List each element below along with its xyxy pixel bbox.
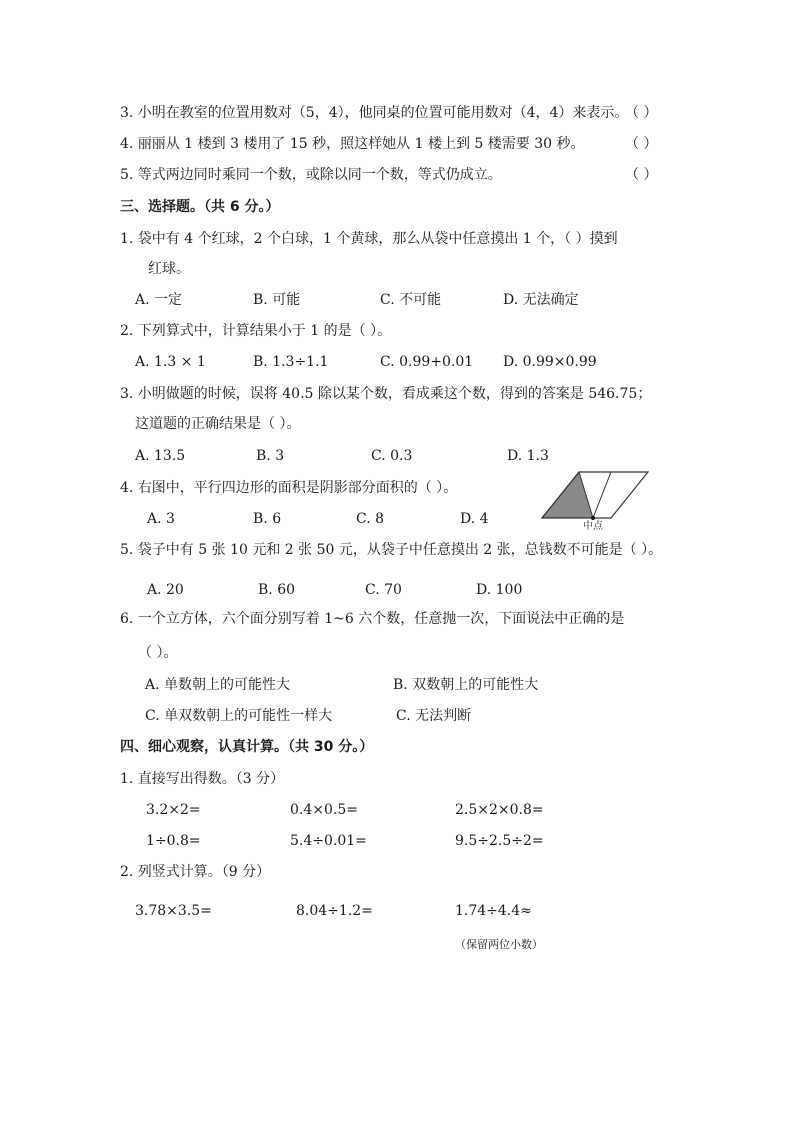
- q2-option-b[interactable]: B. 1.3÷1.1: [253, 354, 329, 370]
- p2-title: 2. 列竖式计算。（9 分）: [120, 864, 271, 880]
- parallelogram-figure: [538, 466, 654, 532]
- vertical-calc-2[interactable]: 8.04÷1.2=: [296, 903, 373, 919]
- q4-option-d[interactable]: D. 4: [460, 511, 489, 527]
- q6-option-d[interactable]: C. 无法判断: [396, 708, 472, 724]
- q2-option-d[interactable]: D. 0.99×0.99: [503, 354, 597, 370]
- q5-option-a[interactable]: A. 20: [147, 582, 184, 598]
- q2-option-c[interactable]: C. 0.99+0.01: [380, 354, 474, 370]
- tf-answer-blank-3[interactable]: （ ）: [625, 105, 658, 121]
- calc-item-4[interactable]: 1÷0.8=: [146, 833, 201, 849]
- q3-option-d[interactable]: D. 1.3: [507, 448, 549, 464]
- rounding-note: （保留两位小数）: [455, 938, 543, 951]
- shaded-triangle: [542, 472, 593, 518]
- tf-statement-5: 5. 等式两边同时乘同一个数，或除以同一个数，等式仍成立。: [120, 167, 502, 183]
- q5-option-b[interactable]: B. 60: [258, 582, 296, 598]
- q3-text-line2: 这道题的正确结果是（ ）。: [135, 416, 301, 432]
- q6-text-line1: 6. 一个立方体，六个面分别写着 1~6 六个数，任意抛一次，下面说法中正确的是: [120, 611, 625, 627]
- calc-item-3[interactable]: 2.5×2×0.8=: [455, 802, 544, 818]
- calc-item-6[interactable]: 9.5÷2.5÷2=: [455, 833, 544, 849]
- q1-text-line1: 1. 袋中有 4 个红球，2 个白球，1 个黄球，那么从袋中任意摸出 1 个，（ ）摸到: [120, 231, 618, 247]
- q6-option-c[interactable]: C. 单双数朝上的可能性一样大: [145, 708, 333, 724]
- tf-statement-4: 4. 丽丽从 1 楼到 3 楼用了 15 秒，照这样她从 1 楼上到 5 楼需要 30 秒。: [120, 136, 585, 152]
- section4-heading: 四、细心观察，认真计算。（共 30 分。）: [120, 739, 374, 755]
- p1-title: 1. 直接写出得数。（3 分）: [120, 771, 285, 787]
- q1-option-a[interactable]: A. 一定: [135, 292, 183, 308]
- q6-text-line2: （ ）。: [138, 645, 178, 661]
- q4-option-a[interactable]: A. 3: [147, 511, 175, 527]
- calc-item-1[interactable]: 3.2×2=: [146, 802, 201, 818]
- q1-option-c[interactable]: C. 不可能: [380, 292, 442, 308]
- tf-statement-3: 3. 小明在教室的位置用数对（5，4），他同桌的位置可能用数对（4，4）来表示。: [120, 105, 629, 121]
- section3-heading: 三、选择题。（共 6 分。）: [120, 199, 280, 215]
- q5-option-d[interactable]: D. 100: [476, 582, 523, 598]
- calc-item-2[interactable]: 0.4×0.5=: [290, 802, 358, 818]
- q6-option-b[interactable]: B. 双数朝上的可能性大: [393, 677, 539, 693]
- q1-option-d[interactable]: D. 无法确定: [503, 292, 579, 308]
- q4-option-b[interactable]: B. 6: [253, 511, 282, 527]
- q3-option-b[interactable]: B. 3: [256, 448, 285, 464]
- vertical-calc-3[interactable]: 1.74÷4.4≈: [455, 903, 532, 919]
- triangle-side-line: [593, 472, 611, 518]
- q1-text-line2: 红球。: [148, 261, 190, 277]
- midpoint-dot: [591, 516, 595, 520]
- q5-option-c[interactable]: C. 70: [365, 582, 402, 598]
- q2-text: 2. 下列算式中，计算结果小于 1 的是（ ）。: [120, 323, 392, 339]
- tf-answer-blank-4[interactable]: （ ）: [625, 136, 658, 152]
- q3-option-c[interactable]: C. 0.3: [371, 448, 413, 464]
- tf-answer-blank-5[interactable]: （ ）: [625, 167, 658, 183]
- q2-option-a[interactable]: A. 1.3 × 1: [135, 354, 206, 370]
- midpoint-label: 中点: [583, 521, 603, 532]
- q3-text-line1: 3. 小明做题的时候，误将 40.5 除以某个数，看成乘这个数，得到的答案是 546.75；: [120, 386, 652, 402]
- q6-option-a[interactable]: A. 单数朝上的可能性大: [145, 677, 291, 693]
- q1-option-b[interactable]: B. 可能: [253, 292, 301, 308]
- q4-text: 4. 右图中，平行四边形的面积是阴影部分面积的（ ）。: [120, 480, 458, 496]
- q3-option-a[interactable]: A. 13.5: [135, 448, 186, 464]
- q4-option-c[interactable]: C. 8: [356, 511, 385, 527]
- vertical-calc-1[interactable]: 3.78×3.5=: [135, 903, 212, 919]
- q5-text: 5. 袋子中有 5 张 10 元和 2 张 50 元，从袋子中任意摸出 2 张，总钱数不可能是（ ）。: [120, 542, 663, 558]
- calc-item-5[interactable]: 5.4÷0.01=: [290, 833, 367, 849]
